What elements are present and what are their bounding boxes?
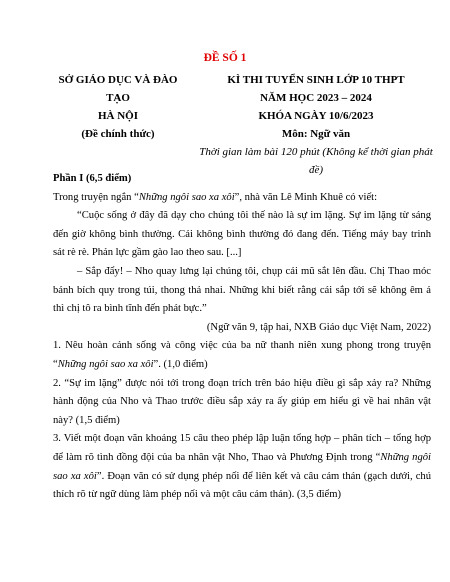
- work-title: Những ngôi sao xa xôi: [138, 191, 235, 203]
- intro-paragraph: Trong truyện ngắn “Những ngôi sao xa xôi”, nhà văn Lê Minh Khuê có viết:: [53, 191, 378, 203]
- header-left: [48, 71, 188, 143]
- work-title: Những ngôi sao xa xôi: [57, 358, 154, 370]
- exam-date: KHÓA NGÀY 10/6/2023: [258, 110, 374, 122]
- question-1: 1. Nêu hoàn cảnh sống và công việc của ba nữ thanh niên xung phong trong truyện “Những ngôi sao xa xôi”. (1,0 điểm): [53, 340, 431, 370]
- time-allowed: Thời gian làm bài 120 phút (Không kể thời gian phát đề): [199, 146, 433, 176]
- question-2: 2. “Sự im lặng” được nói tới trong đoạn trích trên báo hiệu điều gì sắp xảy ra? Những hành động của Nho và Thao trước điều sắp xảy ra ấy giúp em hiểu gì về hai nhân vật này? (1,5 điểm): [53, 377, 431, 426]
- subject: Môn: Ngữ văn: [281, 128, 351, 140]
- official-note: (Đề chính thức): [81, 128, 155, 140]
- quote-paragraph-1: “Cuộc sống ở đây đã dạy cho chúng tôi thế nào là sự im lặng. Sự im lặng từ sáng đến giờ không bình thường. Cái không bình thường đó đang đến. Tiếng máy bay trinh sát rè rè. Phản lực gầm gào lao theo sau. [...]: [53, 210, 431, 259]
- quote-paragraph-2: – Sắp đẩy! – Nho quay lưng lại chúng tôi, chụp cái mũ sắt lên đầu. Chị Thao móc bánh bích quy trong túi, thong thả nhai. Những khi biết rằng cái sắp tới sẽ không êm ả thì chị tô ra bình tĩnh đến phát bực.”: [53, 265, 431, 315]
- department-name-line1: SỞ GIÁO DỤC VÀ ĐÀO: [58, 74, 178, 86]
- quote-source: (Ngữ văn 9, tập hai, NXB Giáo dục Việt Nam, 2022): [206, 321, 431, 333]
- city-name: HÀ NỘI: [97, 110, 139, 122]
- work-title: Những ngôi sao xa xôi: [53, 451, 431, 482]
- department-name-line2: TẠO: [106, 92, 130, 104]
- part-heading: Phần I (6,5 điểm): [53, 173, 132, 184]
- header-right: [196, 71, 436, 179]
- exam-body: [53, 170, 431, 505]
- school-year: NĂM HỌC 2023 – 2024: [260, 92, 372, 104]
- exam-name: KÌ THI TUYỂN SINH LỚP 10 THPT: [227, 74, 405, 86]
- question-3: 3. Viết một đoạn văn khoảng 15 câu theo phép lập luận tổng hợp – phân tích – tổng hợp để làm rõ tình đồng đội của ba nhân vật Nho, Thao và Phương Định trong “Những ngôi sao xa xôi”. Đoạn văn có sử dụng phép nối để liên kết và câu cảm thán (gạch dưới, chú thích rõ từ ngữ dùng làm phép nối và một câu cảm thán). (3,5 điểm): [53, 433, 431, 501]
- exam-title: ĐỀ SỐ 1: [203, 52, 247, 64]
